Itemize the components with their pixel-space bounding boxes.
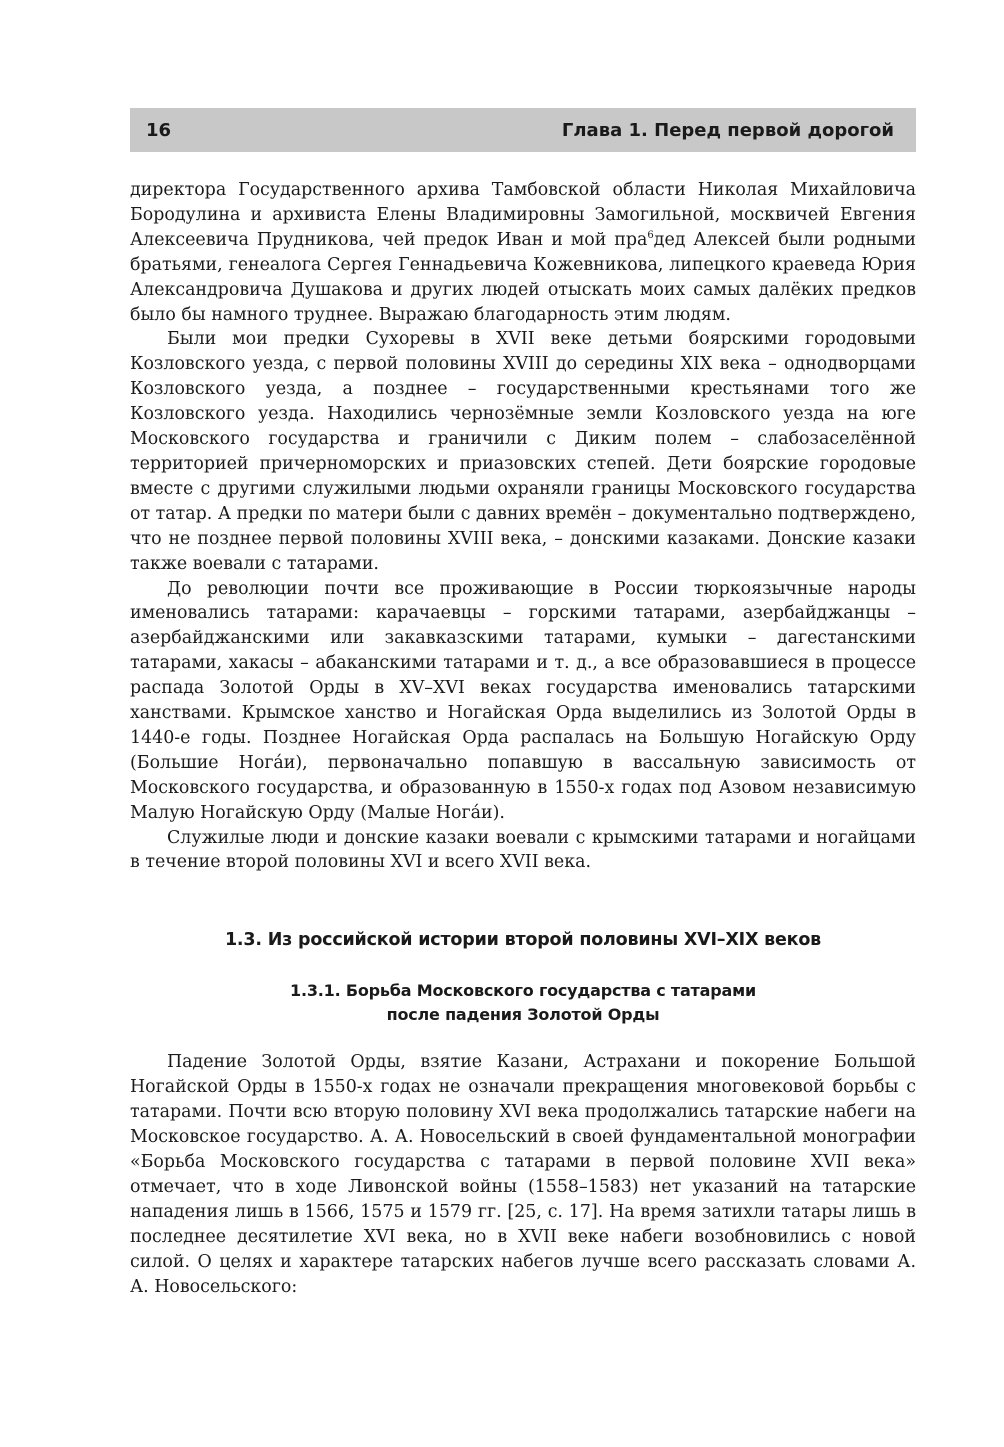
section-heading: 1.3. Из российской истории второй половины XVI–XIX веков [224,930,822,951]
page-body [130,178,916,1299]
paragraph: директора Государственного архива Тамбовской области Николая Михайловича Бородулина и архивиста Елены Владимировны Замогильной, москвичей Евгения Алексеевича Прудникова, чей предок Иван и мой пра$^6$дед Алексей были родными братьями, генеалога Сергея Геннадьевича Кожевникова, липецкого краеведа Юрия Александровича Душакова и других людей отыскать моих самых далёких предков было бы намного труднее. Выражаю благодарность этим людям. [130,180,916,325]
page-number: 16 [146,119,172,141]
running-header [130,108,916,152]
subsection-heading: 1.3.1. Борьба Московского государства с татарами после падения Золотой Орды [290,981,756,1025]
chapter-title: Глава 1. Перед первой дорогой [561,119,894,141]
paragraph: Служилые люди и донские казаки воевали с крымскими татарами и ногайцами в течение второй половины XVI и всего XVII века. [130,827,916,873]
paragraph: Были мои предки Сухоревы в XVII веке детьми боярскими городовыми Козловского уезда, с первой половины XVIII до середины XIX века – однодворцами Козловского уезда, а позднее – государственными крестьянами того же Козловского уезда. Находились чернозёмные земли Козловского уезда на юге Московского государства и граничили с Диким полем – слабозаселённой территорией причерноморских и приазовских степей. Дети боярские городовые вместе с другими служилыми людьми охраняли границы Московского государства от татар. А предки по матери были с давних времён – документально подтверждено, что не позднее первой половины XVIII века, – донскими казаками. Донские казаки также воевали с татарами. [130,329,916,574]
paragraph: Падение Золотой Орды, взятие Казани, Астрахани и покорение Большой Ногайской Орды в 1550-х годах не означали прекращения многовековой борьбы с татарами. Почти всю вторую половину XVI века продолжались татарские набеги на Московское государство. А. А. Новосельский в своей фундаментальной монографии «Борьба Московского государства с татарами в первой половине XVII века» отмечает, что в ходе Ливонской войны (1558–1583) нет указаний на татарские нападения лишь в 1566, 1575 и 1579 гг. [25, с. 17]. На время затихли татары лишь в последнее десятилетие XVI века, но в XVII веке набеги возобновились с новой силой. О целях и характере татарских набегов лучше всего рассказать словами А. А. Новосельского: [130,1052,916,1297]
footnote-marker: 6 [647,230,654,242]
paragraph: До революции почти все проживающие в России тюркоязычные народы именовались татарами: карачаевцы – горскими татарами, азербайджанцы – азербайджанскими или закавказскими татарами, кумыки – дагестанскими татарами, хакасы – абаканскими татарами и т. д., а все образовавшиеся в процессе распада Золотой Орды в XV–XVI веках государства именовались татарскими ханствами. Крымское ханство и Ногайская Орда выделились из Золотой Орды в 1440-е годы. Позднее Ногайская Орда распалась на Большую Ногайскую Орду (Большие Ногáи), первоначально попавшую в вассальную зависимость от Московского государства, и образованную в 1550-х годах под Азовом независимую Малую Ногайскую Орду (Малые Ногáи). [130,578,916,823]
